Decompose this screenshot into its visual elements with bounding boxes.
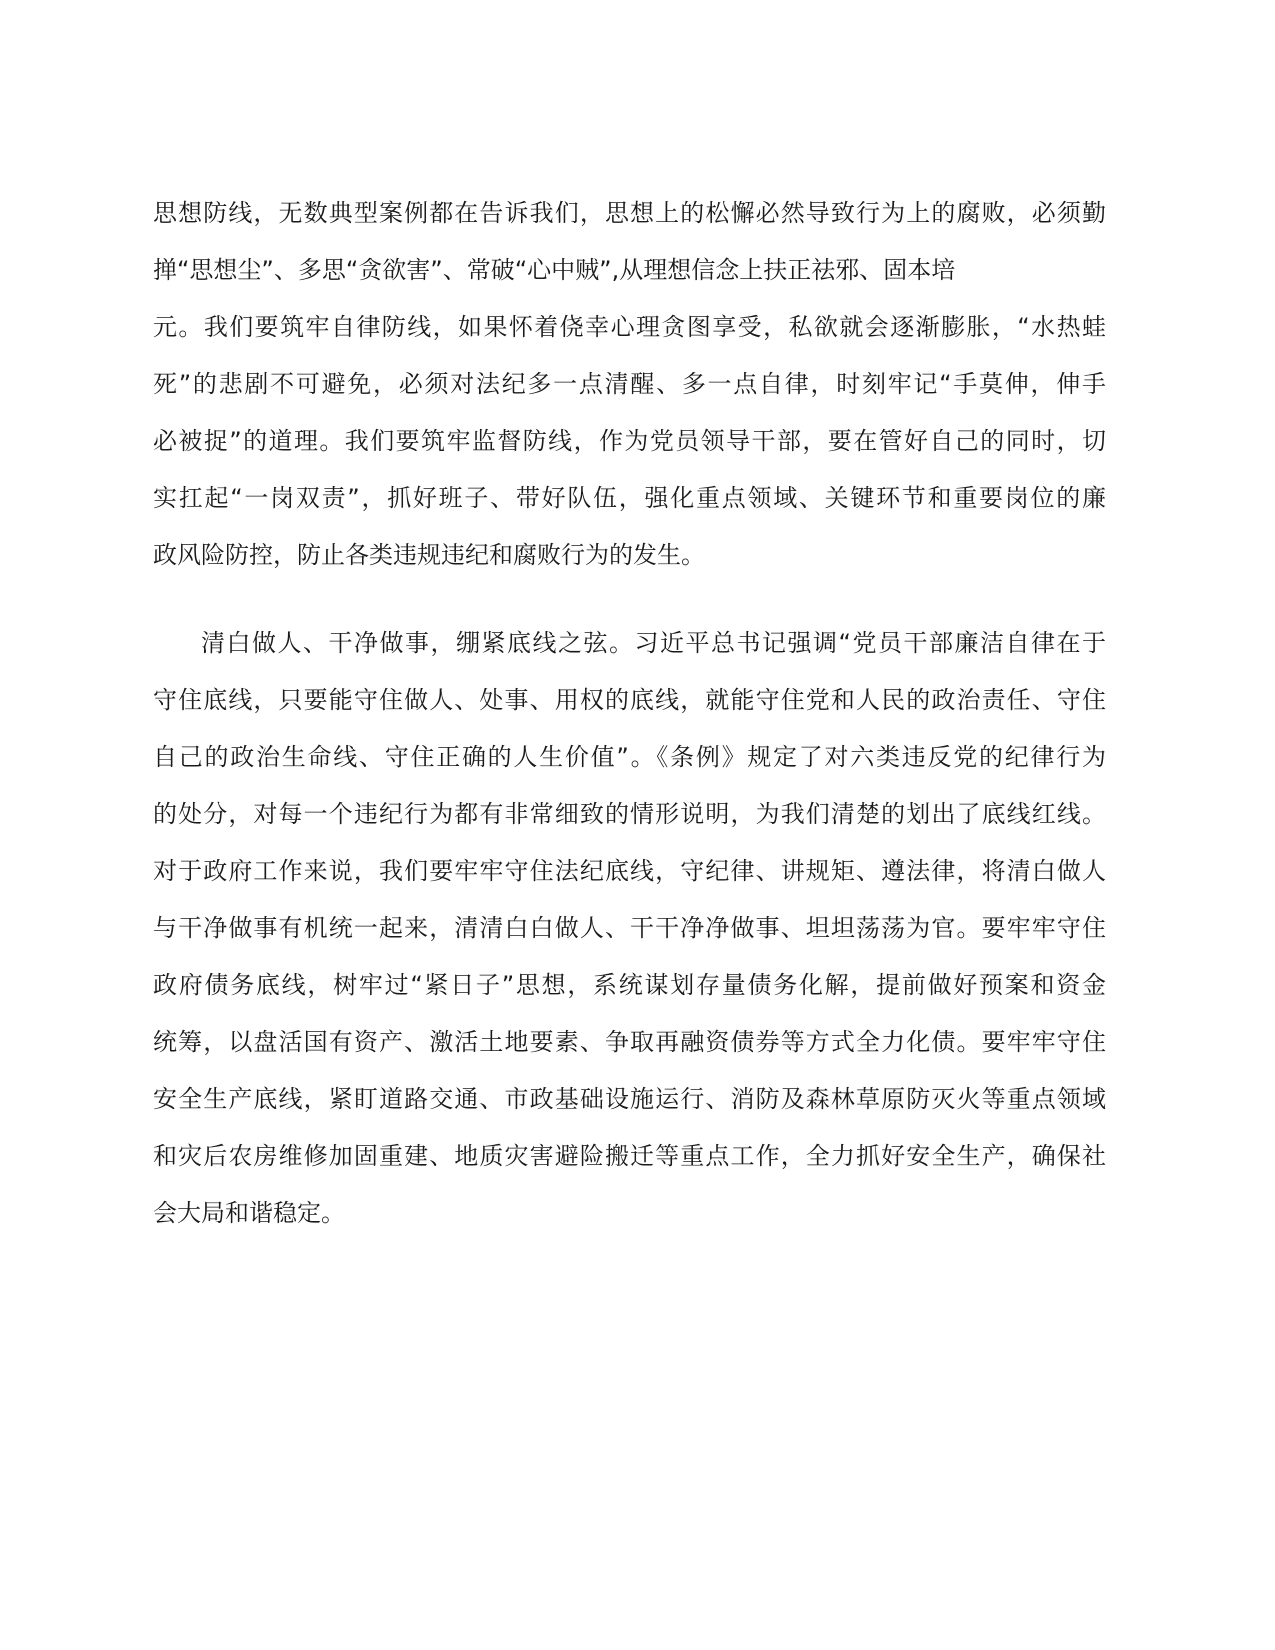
text-line: 自己的政治生命线、守住正确的人生价值”。《条例》规定了对六类违反党的纪律行为 — [153, 743, 1106, 771]
text-line: 与干净做事有机统一起来，清清白白做人、干干净净做事、坦坦荡荡为官。要牢牢守住 — [153, 914, 1106, 942]
text-line: 思想防线，无数典型案例都在告诉我们，思想上的松懈必然导致行为上的腐败，必须勤 — [153, 199, 1106, 227]
text-line: 统筹，以盘活国有资产、激活土地要素、争取再融资债券等方式全力化债。要牢牢守住 — [153, 1028, 1106, 1056]
text-line: 安全生产底线，紧盯道路交通、市政基础设施运行、消防及森林草原防灭火等重点领域 — [153, 1085, 1106, 1113]
text-line: 必被捉”的道理。我们要筑牢监督防线，作为党员领导干部，要在管好自己的同时，切 — [153, 427, 1106, 455]
text-line-indented: 清白做人、干净做事，绷紧底线之弦。习近平总书记强调“党员干部廉洁自律在于 — [201, 629, 1106, 657]
text-line: 政风险防控，防止各类违规违纪和腐败行为的发生。 — [153, 541, 705, 569]
paragraph-1 — [153, 185, 1106, 584]
text-line: 元。我们要筑牢自律防线，如果怀着侥幸心理贪图享受，私欲就会逐渐膨胀，“水热蛙 — [153, 313, 1106, 341]
text-line: 掸“思想尘”、多思“贪欲害”、常破“心中贼”,从理想信念上扶正祛邪、固本培 — [153, 256, 956, 284]
text-line: 的处分，对每一个违纪行为都有非常细致的情形说明，为我们清楚的划出了底线红线。 — [153, 800, 1106, 828]
text-line: 对于政府工作来说，我们要牢牢守住法纪底线，守纪律、讲规矩、遵法律，将清白做人 — [153, 857, 1106, 885]
text-line: 政府债务底线，树牢过“紧日子”思想，系统谋划存量债务化解，提前做好预案和资金 — [153, 971, 1106, 999]
text-line: 和灾后农房维修加固重建、地质灾害避险搬迁等重点工作，全力抓好安全生产，确保社 — [153, 1142, 1106, 1170]
text-line: 死”的悲剧不可避免，必须对法纪多一点清醒、多一点自律，时刻牢记“手莫伸，伸手 — [153, 370, 1106, 398]
text-line: 会大局和谐稳定。 — [153, 1199, 345, 1227]
paragraph-2 — [153, 615, 1106, 1242]
text-line: 实扛起“一岗双责”，抓好班子、带好队伍，强化重点领域、关键环节和重要岗位的廉 — [153, 484, 1106, 512]
text-line: 守住底线，只要能守住做人、处事、用权的底线，就能守住党和人民的政治责任、守住 — [153, 686, 1106, 714]
